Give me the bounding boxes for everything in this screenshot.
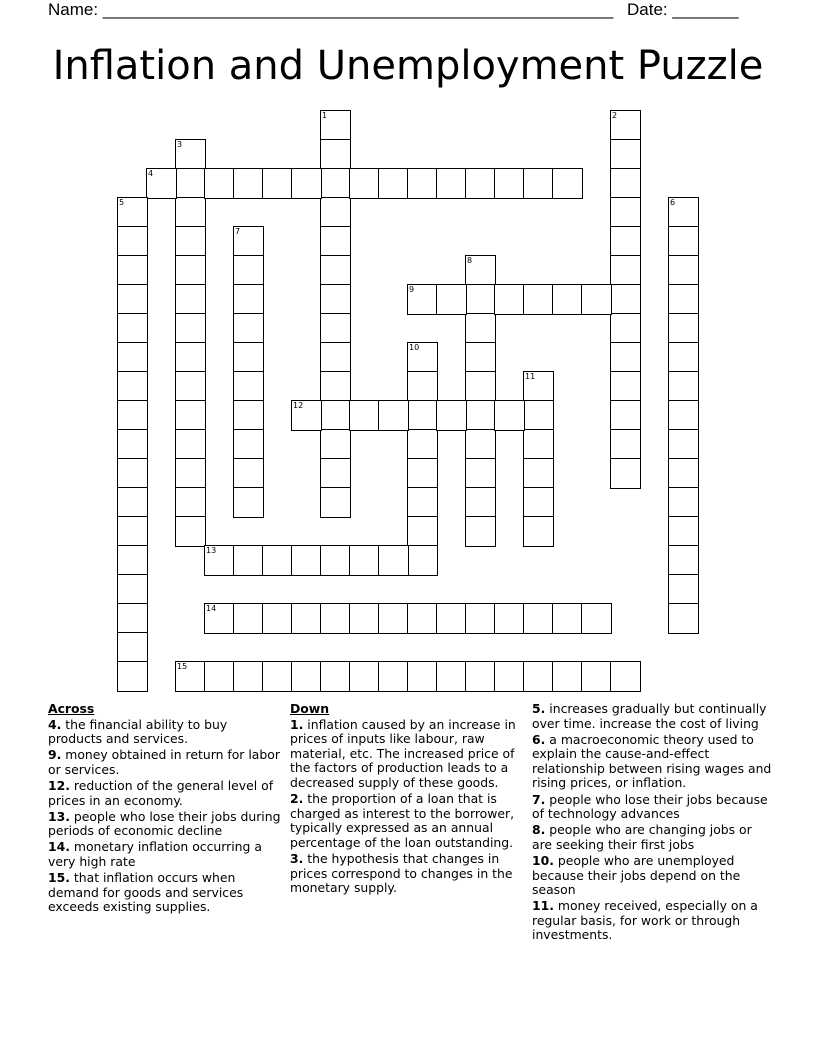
grid-cell[interactable] [610, 139, 641, 170]
clue-text: monetary inflation occurring a very high rate [48, 839, 262, 869]
grid-cell[interactable] [465, 168, 496, 199]
grid-cell[interactable] [610, 661, 641, 692]
grid-cell[interactable] [117, 458, 148, 489]
grid-cell[interactable] [175, 197, 206, 228]
grid-cell[interactable] [465, 603, 496, 634]
grid-cell[interactable] [668, 516, 699, 547]
grid-cell[interactable] [117, 371, 148, 402]
grid-cell[interactable] [320, 168, 351, 199]
grid-cell[interactable] [407, 371, 438, 402]
grid-cell[interactable] [204, 168, 235, 199]
grid-cell[interactable] [320, 226, 351, 257]
grid-cell[interactable] [175, 255, 206, 286]
grid-cell[interactable] [407, 168, 438, 199]
grid-cell[interactable] [233, 226, 264, 257]
grid-cell[interactable] [262, 603, 293, 634]
grid-cell[interactable] [668, 342, 699, 373]
grid-cell[interactable] [117, 632, 148, 663]
grid-cell[interactable] [233, 284, 264, 315]
grid-cell[interactable] [523, 168, 554, 199]
grid-cell[interactable] [465, 429, 496, 460]
grid-cell[interactable] [291, 545, 322, 576]
grid-cell[interactable] [610, 284, 641, 315]
grid-cell[interactable] [407, 603, 438, 634]
clue-number-label: 11. [532, 898, 554, 914]
grid-cell[interactable] [175, 516, 206, 547]
grid-cell[interactable] [610, 458, 641, 489]
grid-cell[interactable] [320, 661, 351, 692]
grid-cell[interactable] [233, 313, 264, 344]
grid-cell[interactable] [175, 429, 206, 460]
grid-cell[interactable] [465, 371, 496, 402]
grid-cell[interactable] [610, 371, 641, 402]
grid-cell[interactable] [494, 603, 525, 634]
grid-cell[interactable] [465, 342, 496, 373]
clue-text: the financial ability to buy products and services. [48, 716, 228, 747]
grid-cell[interactable] [581, 603, 612, 634]
clue-number-label: 8. [532, 822, 546, 838]
grid-cell[interactable] [146, 168, 177, 199]
grid-cell[interactable] [117, 342, 148, 373]
grid-cell[interactable] [668, 371, 699, 402]
clue-item [290, 718, 526, 791]
grid-cell[interactable] [320, 255, 351, 286]
grid-cell[interactable] [378, 545, 409, 576]
name-field[interactable]: Name: ______________________________________________________ [48, 0, 614, 19]
clue-number: 13 [206, 546, 217, 555]
grid-cell[interactable] [204, 603, 235, 634]
clue-number: 5 [119, 198, 125, 207]
grid-cell[interactable] [204, 545, 235, 576]
clue-number-label: 7. [532, 791, 546, 807]
grid-cell[interactable] [465, 400, 496, 431]
clue-number: 10 [409, 343, 420, 352]
grid-cell[interactable] [175, 400, 206, 431]
grid-cell[interactable] [465, 284, 496, 315]
grid-cell[interactable] [291, 661, 322, 692]
grid-cell[interactable] [291, 400, 322, 431]
clue-number: 1 [322, 111, 328, 120]
clue-number-label: 15. [48, 870, 70, 886]
grid-cell[interactable] [581, 661, 612, 692]
grid-cell[interactable] [494, 661, 525, 692]
clue-number: 9 [409, 285, 415, 294]
grid-cell[interactable] [117, 197, 148, 228]
grid-cell[interactable] [407, 487, 438, 518]
clue-text: reduction of the general level of prices in an economy. [48, 777, 274, 808]
grid-cell[interactable] [349, 603, 380, 634]
grid-cell[interactable] [378, 603, 409, 634]
grid-cell[interactable] [436, 400, 467, 431]
clue-number-label: 4. [48, 716, 62, 732]
grid-cell[interactable] [523, 458, 554, 489]
grid-cell[interactable] [262, 545, 293, 576]
grid-cell[interactable] [668, 313, 699, 344]
grid-cell[interactable] [175, 487, 206, 518]
grid-cell[interactable] [668, 429, 699, 460]
grid-cell[interactable] [117, 284, 148, 315]
grid-cell[interactable] [233, 168, 264, 199]
grid-cell[interactable] [175, 371, 206, 402]
clue-text: increases gradually but continually over time. increase the cost of living [532, 701, 767, 731]
grid-cell[interactable] [291, 603, 322, 634]
clue-text: people who are unemployed because their jobs depend on the season [532, 852, 741, 898]
grid-cell[interactable] [668, 487, 699, 518]
clue-number-label: 14. [48, 839, 70, 855]
grid-cell[interactable] [494, 400, 525, 431]
clue-item [290, 792, 526, 850]
clue-text: money obtained in return for labor or services. [48, 747, 280, 777]
page-title: Inflation and Unemployment Puzzle [52, 43, 764, 89]
down-clues-column-1 [290, 702, 526, 897]
grid-cell[interactable] [233, 400, 264, 431]
clue-number-label: 5. [532, 701, 546, 716]
grid-cell[interactable] [407, 516, 438, 547]
grid-cell[interactable] [523, 603, 554, 634]
clue-text: money received, especially on a regular basis, for work or through investments. [532, 898, 758, 943]
grid-cell[interactable] [465, 487, 496, 518]
grid-cell[interactable] [320, 603, 351, 634]
grid-cell[interactable] [523, 400, 554, 431]
grid-cell[interactable] [436, 284, 467, 315]
clue-item [48, 718, 282, 747]
grid-cell[interactable] [175, 313, 206, 344]
grid-cell[interactable] [465, 661, 496, 692]
clue-text: the hypothesis that changes in prices correspond to changes in the monetary supply. [290, 850, 513, 896]
grid-cell[interactable] [407, 661, 438, 692]
grid-cell[interactable] [465, 255, 496, 286]
grid-cell[interactable] [407, 342, 438, 373]
across-heading: Across [48, 701, 95, 716]
grid-cell[interactable] [262, 168, 293, 199]
grid-cell[interactable] [175, 168, 206, 199]
clue-item [532, 823, 772, 852]
clue-item [48, 810, 282, 839]
clue-number-label: 13. [48, 808, 70, 824]
clue-item [532, 702, 772, 731]
grid-cell[interactable] [117, 487, 148, 518]
grid-cell[interactable] [494, 168, 525, 199]
clue-text: people who lose their jobs during periods of economic decline [48, 808, 281, 839]
clue-number: 8 [467, 256, 473, 265]
grid-cell[interactable] [175, 342, 206, 373]
grid-cell[interactable] [552, 168, 583, 199]
grid-cell[interactable] [117, 255, 148, 286]
clue-number-label: 2. [290, 791, 304, 807]
grid-cell[interactable] [320, 342, 351, 373]
grid-cell[interactable] [117, 661, 148, 692]
grid-cell[interactable] [349, 545, 380, 576]
grid-cell[interactable] [465, 458, 496, 489]
grid-cell[interactable] [320, 429, 351, 460]
grid-cell[interactable] [668, 226, 699, 257]
grid-cell[interactable] [320, 139, 351, 170]
grid-cell[interactable] [175, 661, 206, 692]
grid-cell[interactable] [233, 487, 264, 518]
clue-text: people who are changing jobs or are seeking their first jobs [532, 822, 752, 852]
grid-cell[interactable] [320, 110, 351, 141]
grid-cell[interactable] [349, 168, 380, 199]
grid-cell[interactable] [610, 342, 641, 373]
grid-cell[interactable] [233, 371, 264, 402]
down-clues-column-2 [532, 702, 772, 945]
grid-cell[interactable] [349, 400, 380, 431]
grid-cell[interactable] [320, 284, 351, 315]
grid-cell[interactable] [668, 574, 699, 605]
clue-number: 12 [293, 401, 304, 410]
grid-cell[interactable] [668, 255, 699, 286]
grid-cell[interactable] [378, 400, 409, 431]
grid-cell[interactable] [465, 313, 496, 344]
clue-text: the proportion of a loan that is charged as interest to the borrower, typically expressed as an annual percentage of the loan outstanding. [290, 791, 515, 850]
grid-cell[interactable] [407, 400, 438, 431]
clue-number-label: 12. [48, 777, 70, 793]
grid-cell[interactable] [320, 400, 351, 431]
clue-item [532, 899, 772, 943]
grid-cell[interactable] [668, 197, 699, 228]
grid-cell[interactable] [610, 168, 641, 199]
grid-cell[interactable] [668, 603, 699, 634]
grid-cell[interactable] [494, 284, 525, 315]
grid-cell[interactable] [436, 168, 467, 199]
grid-cell[interactable] [320, 313, 351, 344]
grid-cell[interactable] [581, 284, 612, 315]
grid-cell[interactable] [668, 458, 699, 489]
grid-cell[interactable] [320, 197, 351, 228]
grid-cell[interactable] [117, 429, 148, 460]
clue-item [532, 733, 772, 791]
grid-cell[interactable] [233, 545, 264, 576]
grid-cell[interactable] [233, 458, 264, 489]
grid-cell[interactable] [610, 255, 641, 286]
grid-cell[interactable] [117, 313, 148, 344]
grid-cell[interactable] [523, 371, 554, 402]
grid-cell[interactable] [552, 284, 583, 315]
grid-cell[interactable] [349, 661, 380, 692]
clue-number: 15 [177, 662, 188, 671]
clue-item [290, 852, 526, 896]
clue-text: inflation caused by an increase in prices of inputs like labour, raw material, etc. The increased price of the factors of production leads to a decreased supply of these goods. [290, 716, 516, 790]
clue-item [48, 779, 282, 808]
grid-cell[interactable] [407, 284, 438, 315]
grid-cell[interactable] [175, 284, 206, 315]
clue-number-label: 3. [290, 850, 304, 866]
clue-number-label: 6. [532, 731, 546, 747]
grid-cell[interactable] [117, 574, 148, 605]
grid-cell[interactable] [610, 313, 641, 344]
grid-cell[interactable] [610, 226, 641, 257]
clue-text: that inflation occurs when demand for goods and services exceeds existing supplies. [48, 870, 244, 915]
grid-cell[interactable] [175, 226, 206, 257]
clue-text: people who lose their jobs because of technology advances [532, 791, 768, 822]
grid-cell[interactable] [610, 400, 641, 431]
grid-cell[interactable] [233, 429, 264, 460]
grid-cell[interactable] [117, 400, 148, 431]
grid-cell[interactable] [436, 661, 467, 692]
grid-cell[interactable] [378, 661, 409, 692]
grid-cell[interactable] [407, 429, 438, 460]
grid-cell[interactable] [610, 110, 641, 141]
grid-cell[interactable] [117, 603, 148, 634]
grid-cell[interactable] [552, 661, 583, 692]
grid-cell[interactable] [668, 284, 699, 315]
grid-cell[interactable] [204, 661, 235, 692]
grid-cell[interactable] [233, 603, 264, 634]
across-clues [48, 702, 282, 916]
grid-cell[interactable] [668, 400, 699, 431]
grid-cell[interactable] [407, 458, 438, 489]
grid-cell[interactable] [436, 603, 467, 634]
grid-cell[interactable] [320, 487, 351, 518]
grid-cell[interactable] [523, 284, 554, 315]
grid-cell[interactable] [117, 545, 148, 576]
clue-item [532, 854, 772, 898]
grid-cell[interactable] [552, 603, 583, 634]
clue-number: 6 [670, 198, 676, 207]
grid-cell[interactable] [320, 545, 351, 576]
grid-cell[interactable] [175, 458, 206, 489]
grid-cell[interactable] [378, 168, 409, 199]
clue-number: 7 [235, 227, 241, 236]
clue-number-label: 10. [532, 852, 554, 868]
grid-cell[interactable] [117, 226, 148, 257]
clue-number: 3 [177, 140, 183, 149]
grid-cell[interactable] [320, 371, 351, 402]
clue-number-label: 1. [290, 716, 304, 732]
clue-item [48, 840, 282, 869]
grid-cell[interactable] [523, 429, 554, 460]
grid-cell[interactable] [523, 661, 554, 692]
date-field[interactable]: Date: _______ [627, 0, 739, 19]
grid-cell[interactable] [523, 516, 554, 547]
clue-number-label: 9. [48, 747, 62, 763]
grid-cell[interactable] [610, 197, 641, 228]
grid-cell[interactable] [117, 516, 148, 547]
grid-cell[interactable] [407, 545, 438, 576]
grid-cell[interactable] [465, 516, 496, 547]
clue-item [532, 793, 772, 822]
clue-text: a macroeconomic theory used to explain the cause-and-effect relationship between rising wages and rising prices, or inflation. [532, 731, 772, 791]
clue-item [48, 748, 282, 777]
clue-number: 2 [612, 111, 618, 120]
grid-cell[interactable] [233, 255, 264, 286]
clue-item [48, 871, 282, 915]
clue-number: 4 [148, 169, 154, 178]
grid-cell[interactable] [233, 342, 264, 373]
grid-cell[interactable] [291, 168, 322, 199]
grid-cell[interactable] [262, 661, 293, 692]
grid-cell[interactable] [233, 661, 264, 692]
grid-cell[interactable] [523, 487, 554, 518]
grid-cell[interactable] [175, 139, 206, 170]
down-heading: Down [290, 701, 330, 716]
clue-number: 11 [525, 372, 536, 381]
grid-cell[interactable] [610, 429, 641, 460]
clue-number: 14 [206, 604, 217, 613]
grid-cell[interactable] [320, 458, 351, 489]
grid-cell[interactable] [668, 545, 699, 576]
